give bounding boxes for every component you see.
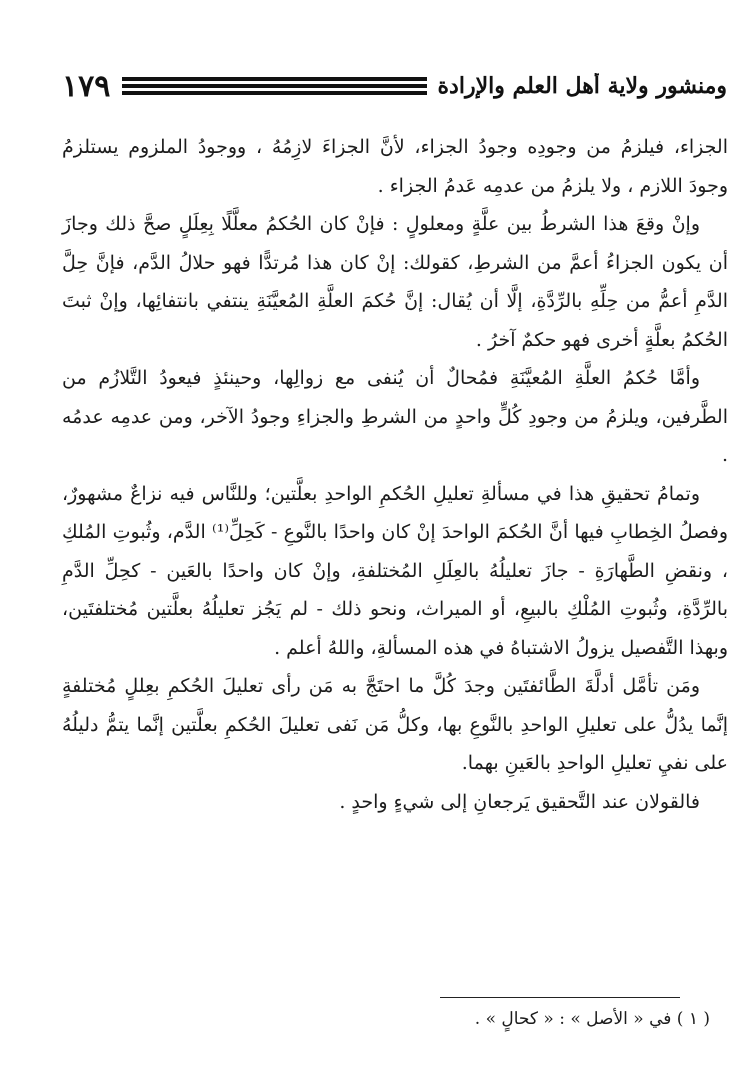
page-number: ١٧٩ <box>62 68 111 104</box>
paragraph-2: وإنْ وقعَ هذا الشرطُ بين علَّةٍ ومعلولٍ : فإنْ كان الحُكمُ معلَّلًا بِعِلَلٍ صحَّ ذلك وجازَ أن يكون الجزاءُ أعمَّ من الشرطِ، كقولك: إنْ كان هذا مُرتدًّا فهو حلالُ الدَّم، فإنَّ حِلَّ الدَّمِ أعمُّ من حِلِّهِ بالرِّدَّةِ، إلَّا أن يُقال: إنَّ حُكمَ العلَّةِ المُعيَّنَةِ ينتفي بانتفائِها، وإنْ ثبتَ الحُكمُ بعلَّةٍ أخرى فهو حكمٌ آخرُ . <box>62 213 728 351</box>
paragraph-4: وتمامُ تحقيقِ هذا في مسألةِ تعليلِ الحُكمِ الواحدِ بعلَّتين؛ وللنَّاس فيه نزاعٌ مشهورٌ، وفصلُ الخِطابِ فيها أنَّ الحُكمَ الواحدَ إنْ كان واحدًا بالنَّوعِ - كَحِلِّ⁽¹⁾ الدَّم، وثُبوتِ المُلكِ ، ونقضِ الطَّهارَةِ - جازَ تعليلُهُ بالعِلَلِ المُختلفةِ، وإنْ كان واحدًا بالعَين - كحِلِّ الدَّمِ بالرِّدَّةِ، وثُبوتِ المُلْكِ بالبيعِ، أو الميراث، ونحو ذلك - لم يَجُز تعليلُهُ بعلَّتين مُختلفتَين، وبهذا التَّفصيل يزولُ الاشتباهُ في هذه المسألةِ، واللهُ أعلم . <box>62 482 728 659</box>
footnote-divider <box>440 997 680 998</box>
paragraph-1: الجزاء، فيلزمُ من وجودِه وجودُ الجزاء، لأنَّ الجزاءَ لازِمُهُ ، ووجودُ الملزوم يستلزمُ وجودَ اللازم ، ولا يلزمُ من عدمِه عَدمُ الجزاء . <box>62 136 728 197</box>
paragraph-3: وأمَّا حُكمُ العلَّةِ المُعيَّنَةِ فمُحالٌ أن يُنفى مع زوالِها، وحينئذٍ فيعودُ التَّلازُم من الطَّرفين، ويلزمُ من وجودِ كُلٍّ واحدٍ من الشرطِ والجزاءِ وجودُ الآخر، ومن عدمِه عدمُه . <box>62 367 728 466</box>
main-text <box>62 128 728 821</box>
paragraph-5: ومَن تأمَّل أدلَّةَ الطَّائفتَين وجدَ كُلَّ ما احتَجَّ به مَن رأى تعليلَ الحُكمِ بعِللٍ مُختلفةٍ إنَّما يدُلُّ على تعليلِ الواحدِ بالنَّوعِ بها، وكلُّ مَن نَفى تعليلَ الحُكمِ بعلَّتين إنَّما يتمُّ دليلُهُ على نفيِ تعليلِ الواحدِ بالعَينِ بهما. <box>62 675 728 774</box>
page-header <box>62 62 727 110</box>
running-title: ومنشور ولاية أهل العلم والإرادة <box>437 73 727 99</box>
header-decorative-rule <box>122 77 427 95</box>
paragraph-6: فالقولان عند التَّحقيق يَرجعانِ إلى شيءٍ واحدٍ . <box>339 790 700 813</box>
footnote: ( ١ ) في « الأصل » : « كحالٍ » . <box>474 1009 710 1029</box>
